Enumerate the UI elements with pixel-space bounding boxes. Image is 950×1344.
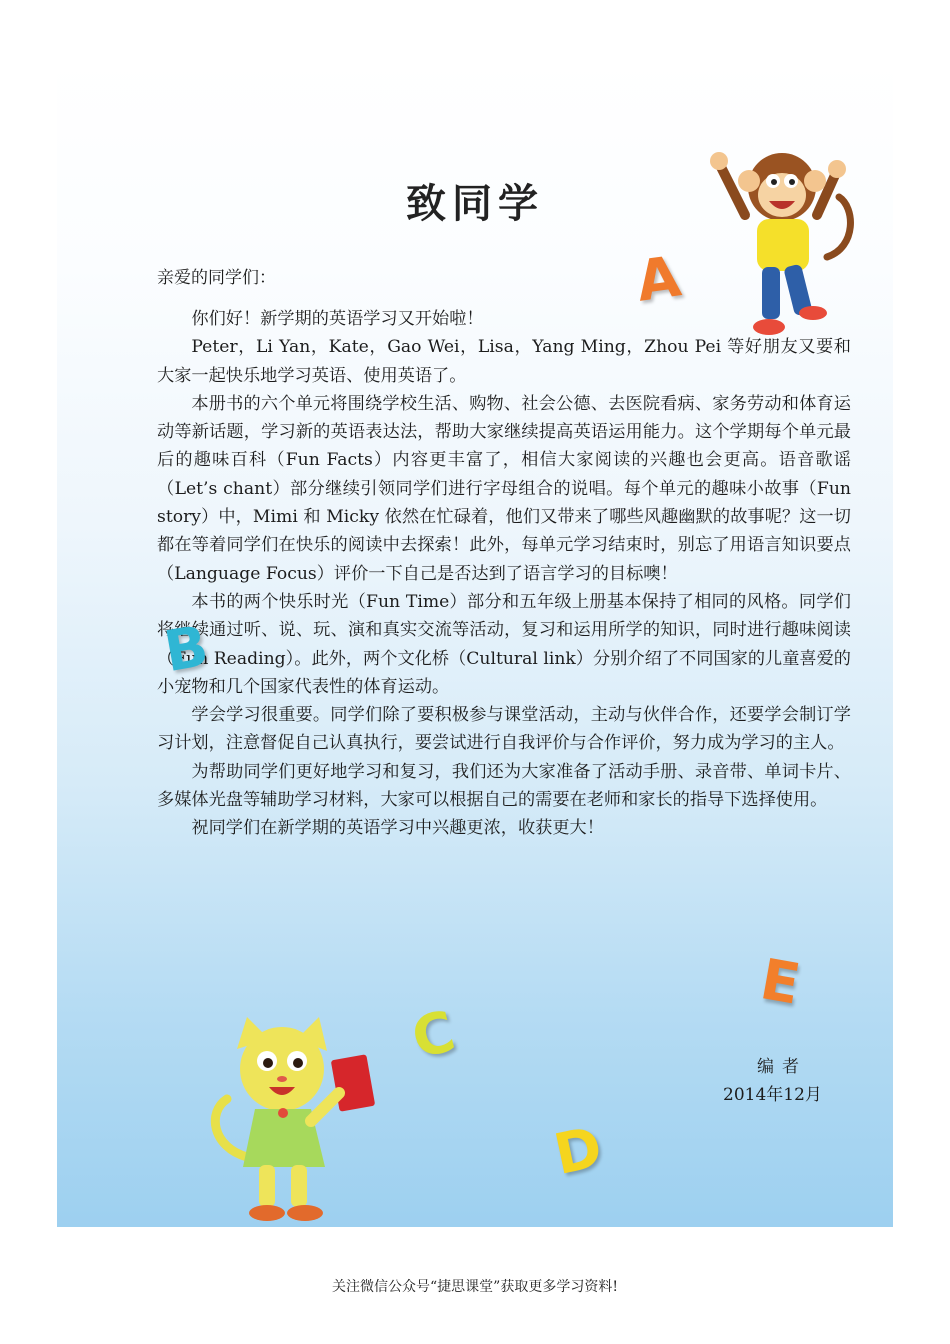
- paragraph: 本册书的六个单元将围绕学校生活、购物、社会公德、去医院看病、家务劳动和体育运动等新话题，学习新的英语表达法，帮助大家继续提高英语运用能力。这个学期每个单元最后的趣味百科（Fun Facts）内容更丰富了，相信大家阅读的兴趣也会更高。语音歌谣（Let’s chant）部分继续引领同学们进行字母组合的说唱。每个单元的趣味小故事（Fun story）中，Mimi 和 Micky 依然在忙碌着，他们又带来了哪些风趣幽默的故事呢？这一切都在等着同学们在快乐的阅读中去探索！此外，每单元学习结束时，别忘了用语言知识要点（Language Focus）评价一下自己是否达到了语言学习的目标噢！: [157, 393, 851, 584]
- signature-date: 2014年12月: [723, 1085, 822, 1105]
- letter-d-icon: D: [548, 1114, 608, 1189]
- paragraph: 你们好！新学期的英语学习又开始啦！: [191, 309, 484, 329]
- paragraph: 学会学习很重要。同学们除了要积极参与课堂活动，主动与伙伴合作，还要学会制订学习计划，注意督促自己认真执行，要尝试进行自我评价与合作评价，努力成为学习的主人。: [157, 705, 851, 754]
- letter-body: [157, 305, 851, 843]
- paragraph: 祝同学们在新学期的英语学习中兴趣更浓，收获更大！: [191, 818, 604, 839]
- letter-c-icon: C: [405, 998, 462, 1073]
- paragraph: Peter，Li Yan，Kate，Gao Wei，Lisa，Yang Ming，Zhou Pei 等好朋友又要和大家一起快乐地学习英语、使用英语了。: [157, 337, 851, 386]
- paragraph: 本书的两个快乐时光（Fun Time）部分和五年级上册基本保持了相同的风格。同学们将继续通过听、说、玩、演和真实交流等活动，复习和运用所学的知识，同时进行趣味阅读（Fun Reading）。此外，两个文化桥（Cultural link）分别介绍了不同国家的儿童喜爱的小宠物和几个国家代表性的体育运动。: [157, 591, 851, 697]
- page-title: 致同学: [406, 180, 544, 227]
- letter-a-icon: A: [632, 244, 685, 315]
- footer-note: 关注微信公众号“捷思课堂”获取更多学习资料!: [332, 1279, 618, 1295]
- monkey-icon: [707, 137, 857, 342]
- greeting: 亲爱的同学们：: [157, 268, 276, 288]
- cat-icon: [207, 1017, 382, 1227]
- letter-e-icon: E: [755, 947, 805, 1018]
- book-icon: [331, 1054, 375, 1111]
- paragraph: 为帮助同学们更好地学习和复习，我们还为大家准备了活动手册、录音带、单词卡片、多媒体光盘等辅助学习材料，大家可以根据自己的需要在老师和家长的指导下选择使用。: [157, 761, 851, 811]
- letter-b-icon: B: [159, 613, 214, 686]
- page-card: [57, 57, 893, 1227]
- signature-editor: 编者: [757, 1057, 807, 1077]
